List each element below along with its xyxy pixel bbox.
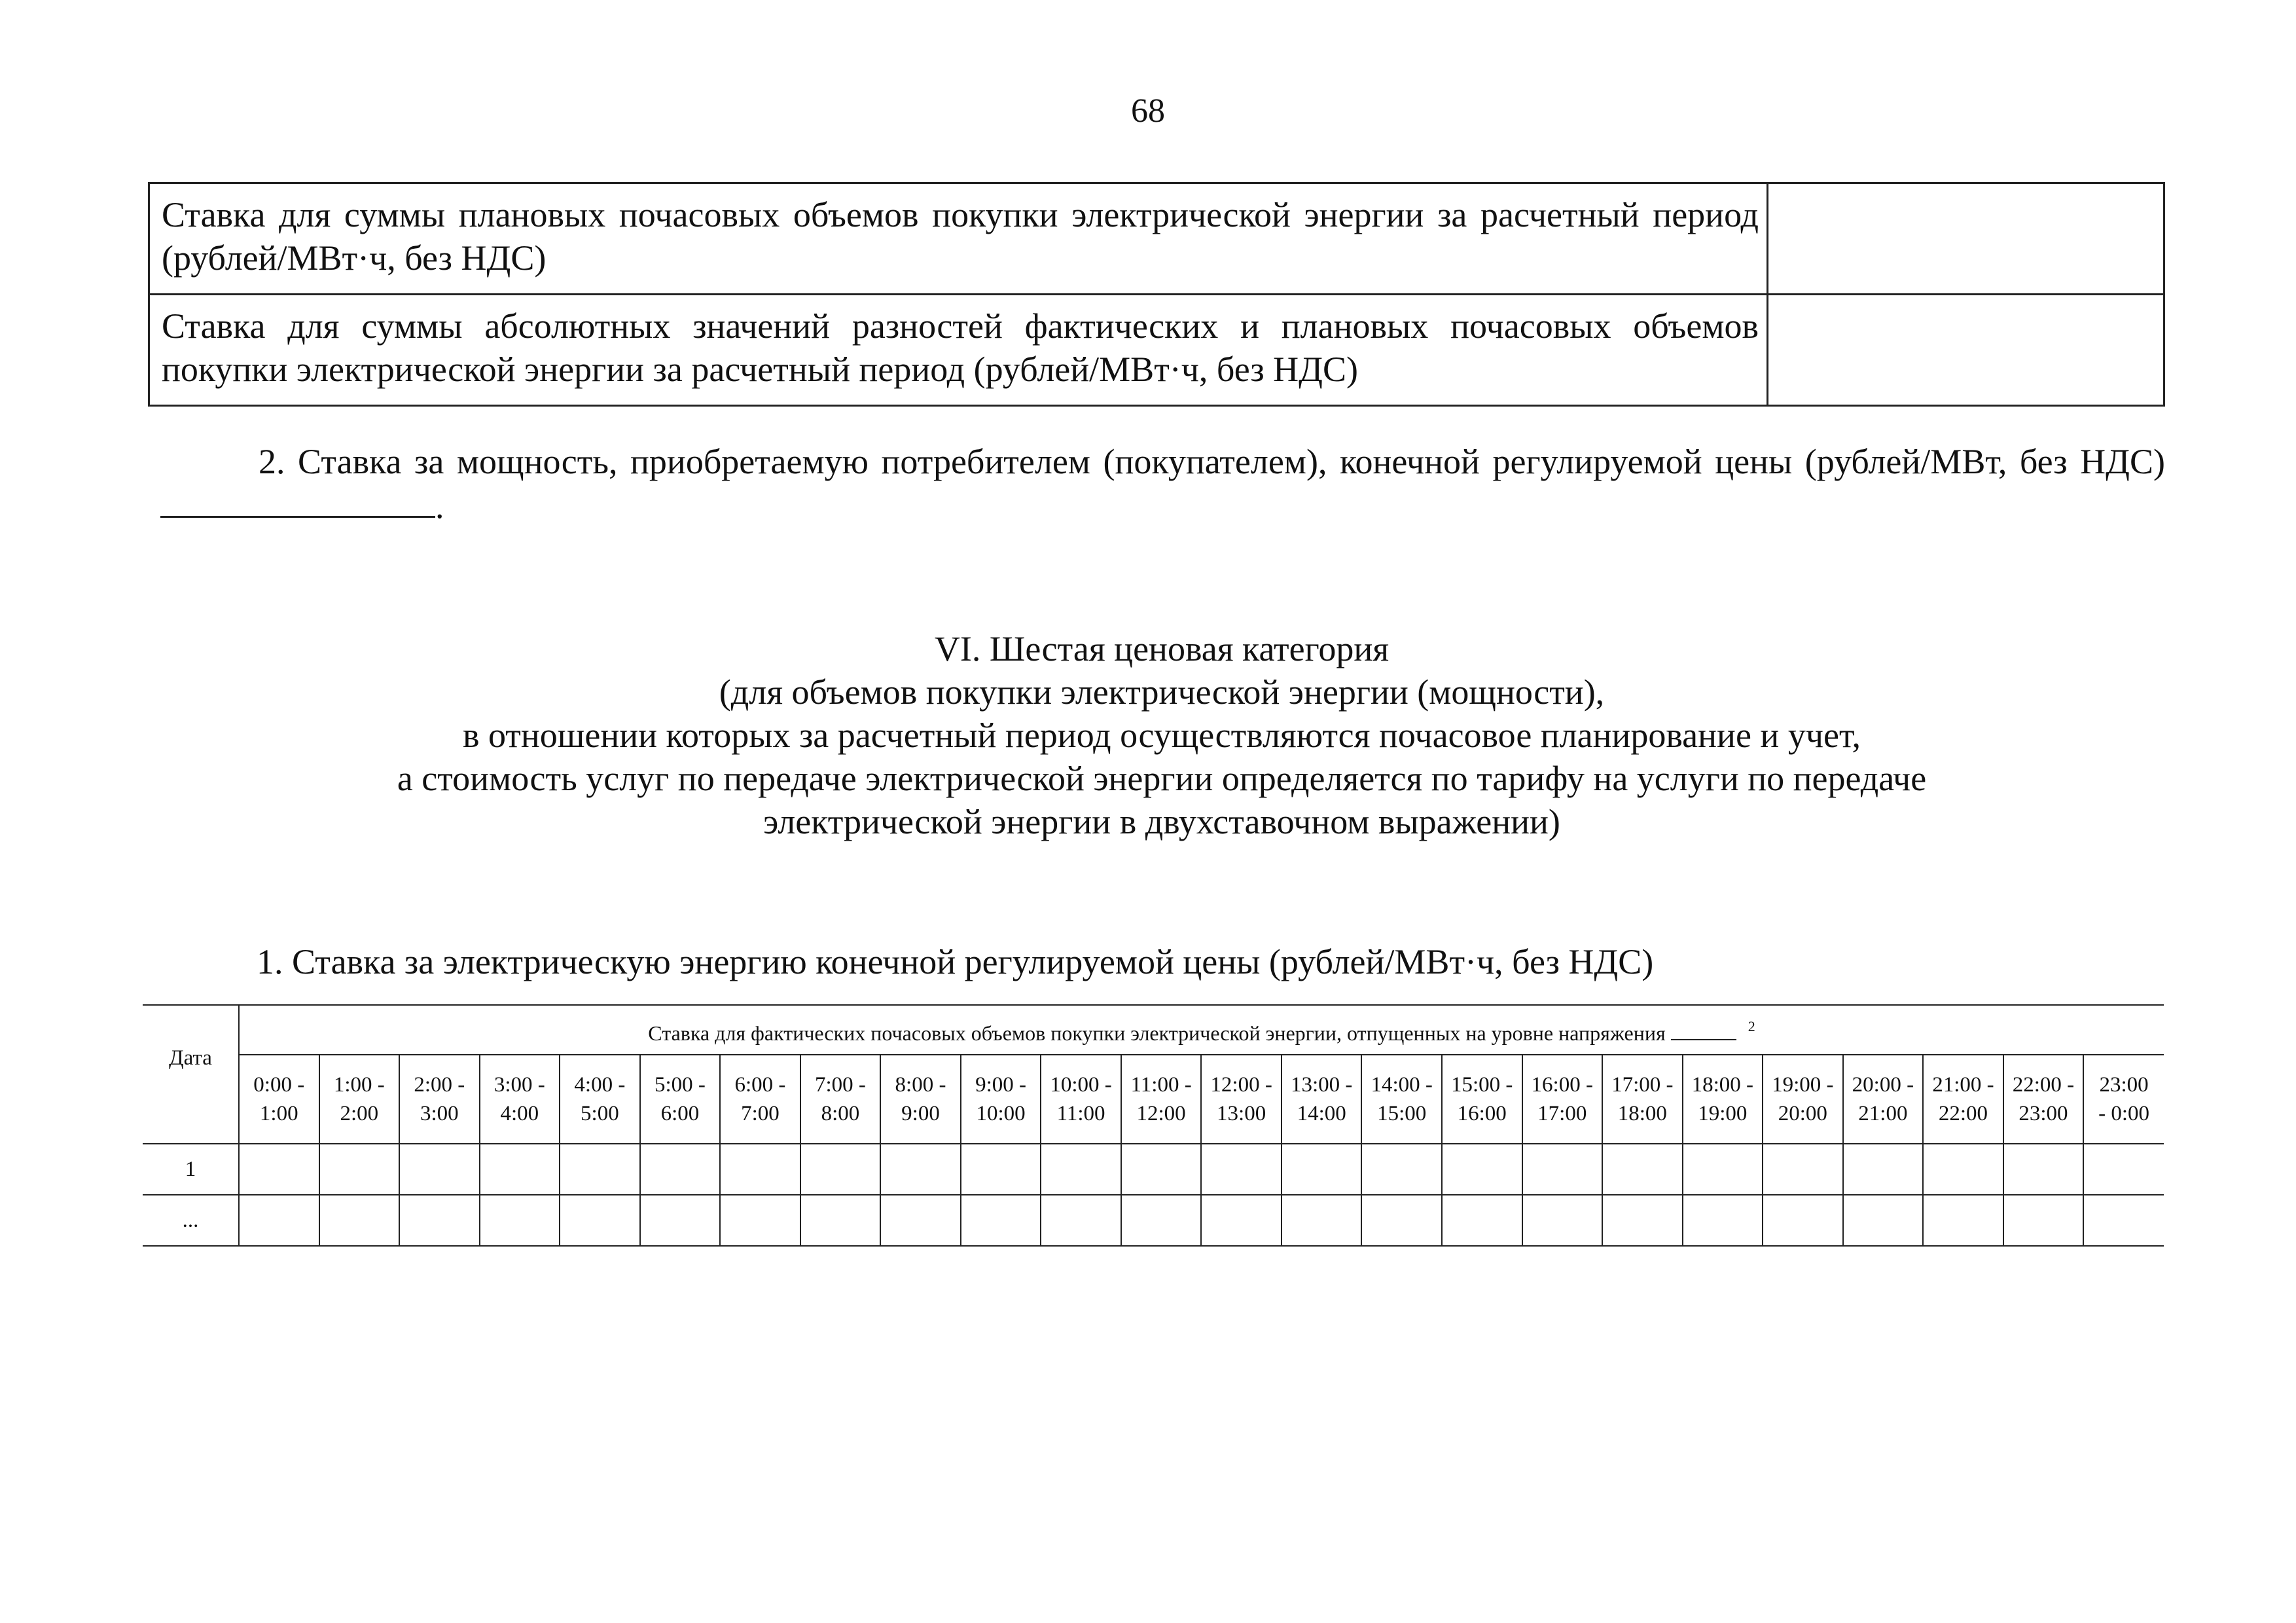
- page-number: 68: [1131, 92, 1165, 130]
- hour-to: 13:00: [1217, 1102, 1266, 1125]
- rate-cell[interactable]: [800, 1195, 881, 1246]
- hour-from: 7:00 -: [815, 1073, 866, 1097]
- rate-cell[interactable]: [319, 1195, 400, 1246]
- hour-from: 18:00 -: [1691, 1073, 1754, 1097]
- hour-from: 6:00 -: [734, 1073, 786, 1097]
- hour-from: 20:00 -: [1852, 1073, 1914, 1097]
- blank-fill-line: [160, 483, 435, 518]
- hour-from: 3:00 -: [493, 1073, 545, 1097]
- rate-cell[interactable]: [1201, 1144, 1282, 1195]
- hour-header: [1843, 1055, 1924, 1144]
- date-cell: 1: [143, 1144, 239, 1195]
- hour-to: 3:00: [420, 1102, 459, 1125]
- rate-cell[interactable]: [1121, 1195, 1202, 1246]
- rate-cell[interactable]: [961, 1195, 1041, 1246]
- hour-header: [319, 1055, 400, 1144]
- section-heading-line: в отношении которых за расчетный период осуществляются почасовое планирование и учет,: [463, 716, 1861, 755]
- rate-cell[interactable]: [1602, 1195, 1683, 1246]
- hour-header: [1282, 1055, 1362, 1144]
- hour-from: 13:00 -: [1290, 1073, 1353, 1097]
- section-heading-line: VI. Шестая ценовая категория: [934, 629, 1390, 668]
- rate-cell[interactable]: [720, 1144, 800, 1195]
- hour-from: 2:00 -: [414, 1073, 465, 1097]
- rate-cell[interactable]: [1041, 1195, 1121, 1246]
- rate-cell[interactable]: [961, 1144, 1041, 1195]
- group-header: [239, 1005, 2164, 1055]
- rate-cell[interactable]: [399, 1144, 480, 1195]
- rate-label: Ставка для суммы плановых почасовых объемов покупки электрической энергии за расчетный период (рублей/МВт·ч, без НДС): [149, 183, 1768, 295]
- hour-from: 22:00 -: [2012, 1073, 2075, 1097]
- hour-header: [239, 1055, 319, 1144]
- paragraph-capacity-rate: [160, 440, 2165, 528]
- hour-from: 11:00 -: [1130, 1073, 1192, 1097]
- hour-header: [640, 1055, 721, 1144]
- rate-cell[interactable]: [1763, 1195, 1843, 1246]
- footnote-mark: 2: [1748, 1018, 1755, 1034]
- rate-cell[interactable]: [1282, 1144, 1362, 1195]
- rate-cell[interactable]: [2083, 1144, 2164, 1195]
- hour-header: [1763, 1055, 1843, 1144]
- rate-cell[interactable]: [2003, 1144, 2084, 1195]
- table-row: [143, 1195, 2164, 1246]
- rate-cell[interactable]: [1361, 1144, 1442, 1195]
- rate-label: Ставка для суммы абсолютных значений разностей фактических и плановых почасовых объемов покупки электрической энергии за расчетный период (рублей/МВт·ч, без НДС): [149, 295, 1768, 406]
- rates-table: [148, 182, 2165, 407]
- hour-to: 18:00: [1617, 1102, 1667, 1125]
- hour-header: [1041, 1055, 1121, 1144]
- section-heading-line: а стоимость услуг по передаче электрической энергии определяется по тарифу на услуги по передаче: [397, 759, 1927, 798]
- rate-cell[interactable]: [1763, 1144, 1843, 1195]
- rate-cell[interactable]: [239, 1195, 319, 1246]
- rate-cell[interactable]: [1683, 1195, 1763, 1246]
- rate-cell[interactable]: [1041, 1144, 1121, 1195]
- hour-from: 5:00 -: [654, 1073, 706, 1097]
- rate-cell[interactable]: [1121, 1144, 1202, 1195]
- paragraph-capacity-text: 2. Ставка за мощность, приобретаемую потребителем (покупателем), конечной регулируемой цены (рублей/МВт, без НДС): [259, 442, 2165, 481]
- rates-row: [149, 295, 2164, 406]
- rate-cell[interactable]: [640, 1195, 721, 1246]
- hour-header: [961, 1055, 1041, 1144]
- hourly-rates-table: [143, 1004, 2164, 1247]
- hour-to: 20:00: [1778, 1102, 1827, 1125]
- hour-header: [2003, 1055, 2084, 1144]
- date-cell: ...: [143, 1195, 239, 1246]
- hour-header: [1442, 1055, 1522, 1144]
- hour-to: 15:00: [1377, 1102, 1427, 1125]
- hour-to: 9:00: [901, 1102, 940, 1125]
- rate-cell[interactable]: [319, 1144, 400, 1195]
- rate-cell[interactable]: [880, 1144, 961, 1195]
- rate-cell[interactable]: [720, 1195, 800, 1246]
- rate-cell[interactable]: [1201, 1195, 1282, 1246]
- hour-from: 16:00 -: [1531, 1073, 1593, 1097]
- hour-to: - 0:00: [2098, 1102, 2150, 1125]
- hour-from: 23:00: [2099, 1073, 2149, 1097]
- rate-cell[interactable]: [480, 1195, 560, 1246]
- rate-cell[interactable]: [1522, 1144, 1603, 1195]
- rate-cell[interactable]: [1361, 1195, 1442, 1246]
- group-header-text: Ставка для фактических почасовых объемов покупки электрической энергии, отпущенных на уровне напряжения: [648, 1021, 1666, 1045]
- rate-cell[interactable]: [1923, 1195, 2003, 1246]
- rate-cell[interactable]: [1843, 1144, 1924, 1195]
- section-heading: [196, 627, 2127, 843]
- paragraph-energy-rate: 1. Ставка за электрическую энергию конечной регулируемой цены (рублей/МВт·ч, без НДС): [257, 942, 1654, 981]
- rate-cell[interactable]: [800, 1144, 881, 1195]
- hour-from: 14:00 -: [1371, 1073, 1433, 1097]
- rate-cell[interactable]: [1282, 1195, 1362, 1246]
- rate-cell[interactable]: [480, 1144, 560, 1195]
- hour-to: 7:00: [741, 1102, 780, 1125]
- hour-header: [560, 1055, 640, 1144]
- hour-header: [1522, 1055, 1603, 1144]
- rates-row: [149, 183, 2164, 295]
- hour-from: 19:00 -: [1772, 1073, 1834, 1097]
- hour-to: 11:00: [1056, 1102, 1105, 1125]
- hour-from: 15:00 -: [1451, 1073, 1513, 1097]
- section-heading-line: (для объемов покупки электрической энергии (мощности),: [719, 672, 1605, 712]
- hour-to: 12:00: [1136, 1102, 1186, 1125]
- hour-header: [480, 1055, 560, 1144]
- hour-from: 1:00 -: [333, 1073, 385, 1097]
- hour-header: [1923, 1055, 2003, 1144]
- hour-header: [1602, 1055, 1683, 1144]
- hour-from: 0:00 -: [253, 1073, 305, 1097]
- rate-cell[interactable]: [1442, 1144, 1522, 1195]
- rate-cell[interactable]: [1923, 1144, 2003, 1195]
- rate-cell[interactable]: [1843, 1195, 1924, 1246]
- hour-to: 21:00: [1858, 1102, 1908, 1125]
- hour-to: 22:00: [1938, 1102, 1988, 1125]
- hour-to: 8:00: [821, 1102, 860, 1125]
- hour-to: 19:00: [1698, 1102, 1748, 1125]
- hour-to: 17:00: [1537, 1102, 1587, 1125]
- hour-header: [880, 1055, 961, 1144]
- hour-from: 9:00 -: [975, 1073, 1026, 1097]
- hour-to: 5:00: [581, 1102, 619, 1125]
- hour-header: [800, 1055, 881, 1144]
- hour-from: 12:00 -: [1210, 1073, 1272, 1097]
- hour-header: [1121, 1055, 1202, 1144]
- hour-from: 8:00 -: [895, 1073, 946, 1097]
- rate-cell[interactable]: [560, 1195, 640, 1246]
- hour-to: 4:00: [500, 1102, 539, 1125]
- rate-cell[interactable]: [560, 1144, 640, 1195]
- date-header: Дата: [143, 1005, 239, 1144]
- rate-cell[interactable]: [880, 1195, 961, 1246]
- rate-cell[interactable]: [1602, 1144, 1683, 1195]
- table-row: [143, 1144, 2164, 1195]
- hour-from: 21:00 -: [1932, 1073, 1994, 1097]
- rate-cell[interactable]: [1522, 1195, 1603, 1246]
- hour-header: [399, 1055, 480, 1144]
- rate-cell[interactable]: [239, 1144, 319, 1195]
- hour-to: 14:00: [1297, 1102, 1346, 1125]
- hour-to: 2:00: [340, 1102, 379, 1125]
- rate-value-cell[interactable]: [1768, 183, 2164, 295]
- hour-header: [1361, 1055, 1442, 1144]
- rate-cell[interactable]: [1442, 1195, 1522, 1246]
- section-heading-line: электрической энергии в двухставочном выражении): [763, 802, 1560, 841]
- hour-to: 16:00: [1457, 1102, 1507, 1125]
- hour-header: [2083, 1055, 2164, 1144]
- paragraph-suffix: .: [435, 486, 444, 526]
- rate-cell[interactable]: [1683, 1144, 1763, 1195]
- hour-from: 4:00 -: [574, 1073, 626, 1097]
- hour-from: 10:00 -: [1050, 1073, 1112, 1097]
- hour-to: 23:00: [2018, 1102, 2068, 1125]
- hour-header: [1683, 1055, 1763, 1144]
- voltage-blank: [1671, 1022, 1736, 1040]
- hour-to: 10:00: [976, 1102, 1026, 1125]
- hour-from: 17:00 -: [1611, 1073, 1674, 1097]
- rate-cell[interactable]: [640, 1144, 721, 1195]
- rate-cell[interactable]: [2083, 1195, 2164, 1246]
- hour-header: [1201, 1055, 1282, 1144]
- rate-cell[interactable]: [399, 1195, 480, 1246]
- hour-header: [720, 1055, 800, 1144]
- rate-value-cell[interactable]: [1768, 295, 2164, 406]
- hour-to: 6:00: [660, 1102, 700, 1125]
- hour-to: 1:00: [259, 1102, 298, 1125]
- rate-cell[interactable]: [2003, 1195, 2084, 1246]
